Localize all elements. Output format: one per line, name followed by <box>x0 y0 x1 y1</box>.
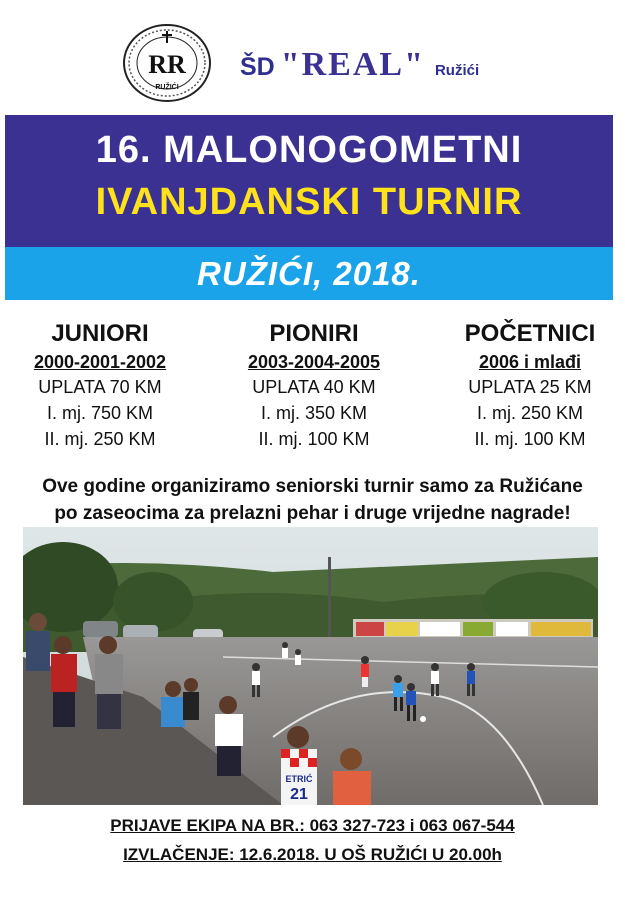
club-prefix: ŠD <box>240 53 275 81</box>
club-town: Ružići <box>434 62 480 79</box>
category-pioniri <box>214 318 414 452</box>
category-years: 2003-2004-2005 <box>247 352 381 372</box>
tournament-photo <box>23 527 598 805</box>
category-second-prize: II. mj. 100 KM <box>474 429 586 449</box>
category-juniori <box>0 318 200 452</box>
category-name: PIONIRI <box>269 320 359 347</box>
category-pocetnici <box>430 318 625 452</box>
club-logo <box>122 23 212 103</box>
category-first-prize: I. mj. 350 KM <box>260 403 368 423</box>
category-years: 2006 i mlađi <box>478 352 582 372</box>
logo-caption: RUŽIĆI <box>155 84 179 91</box>
location-text: RUŽIĆI, 2018. <box>197 255 421 292</box>
category-fee: UPLATA 70 KM <box>38 377 162 397</box>
title-line-2: IVANJDANSKI TURNIR <box>95 181 523 223</box>
notice-line-1: Ove godine organiziramo seniorski turnir samo za Ružićane <box>42 476 583 497</box>
jersey-number: 21 <box>290 786 308 803</box>
notice-line-2: po zaseocima za prelazni pehar i druge vrijedne nagrade! <box>54 503 571 524</box>
category-fee: UPLATA 40 KM <box>252 377 376 397</box>
category-second-prize: II. mj. 100 KM <box>258 429 370 449</box>
category-first-prize: I. mj. 250 KM <box>476 403 584 423</box>
categories <box>0 318 625 458</box>
category-first-prize: I. mj. 750 KM <box>46 403 154 423</box>
title-line-1: 16. MALONOGOMETNI <box>95 129 523 171</box>
location-band <box>5 247 613 300</box>
category-years: 2000-2001-2002 <box>33 352 167 372</box>
category-name: JUNIORI <box>51 320 149 347</box>
notice <box>0 473 625 527</box>
jersey-text: ETRIĆ <box>285 774 313 784</box>
club-logo-emblem <box>122 23 212 103</box>
category-fee: UPLATA 25 KM <box>468 377 592 397</box>
club-real: "REAL" <box>280 46 425 83</box>
title-band <box>5 115 613 247</box>
header <box>0 0 625 115</box>
photo-scene <box>23 527 598 805</box>
category-second-prize: II. mj. 250 KM <box>44 429 156 449</box>
club-name <box>240 46 479 86</box>
registration-line: PRIJAVE EKIPA NA BR.: 063 327-723 i 063 067-544 <box>110 816 515 835</box>
draw-line: IZVLAČENJE: 12.6.2018. U OŠ RUŽIĆI U 20.00h <box>123 845 502 864</box>
category-name: POČETNICI <box>464 320 596 347</box>
logo-monogram: RR <box>148 50 186 79</box>
